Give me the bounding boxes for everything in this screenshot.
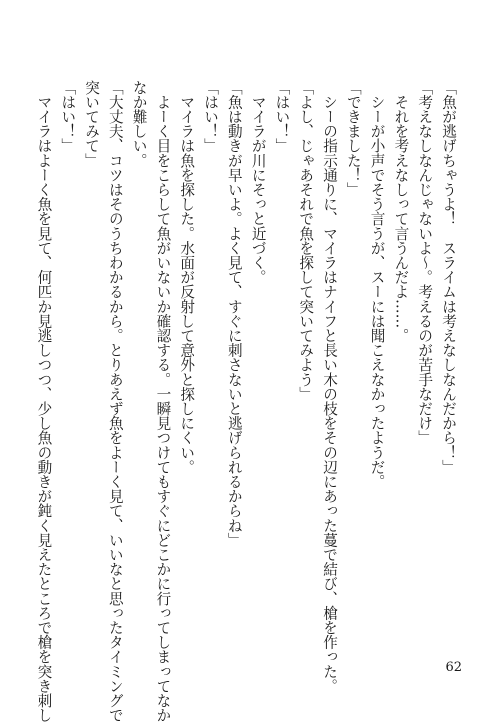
text-line: マイラが川にそっと近づく。 [249,80,267,285]
text-line: 「考えなしなんじゃないよ～。考えるのが苦手なだけ」 [416,80,434,445]
text-line: なか難しい。 [130,80,148,168]
text-line: 「魚は動きが早いよ。よく見て、すぐに刺さないと逃げられるからね」 [225,80,243,548]
text-line: それを考えなしって言うんだよ……。 [392,80,410,343]
text-line: マイラはよーく魚を見て、何匹か見逃しつつ、少し魚の動きが鈍く見えたところで槍を突き刺し [35,80,53,722]
text-line: 「できました！」 [344,80,362,197]
text-line: シーが小声でそう言うが、スーには聞こえなかったようだ。 [368,80,386,489]
text-line: 「魚が逃げちゃうよ！ スライムは考えなしなんだから！」 [440,80,457,475]
text-line: よーく目をこらして魚がいないか確認する。一瞬見つけてもすぐにどこかに行ってしまってなか [154,80,172,722]
text-line: シーの指示通りに、マイラはナイフと長い木の枝をその辺にあった蔓で結び、槍を作った。 [321,80,339,694]
page-number: 62 [445,660,462,675]
text-line: 「はい！」 [59,80,77,153]
text-line: 「よし、じゃあそれで魚を探して突いてみよう」 [297,80,315,402]
text-line: 「はい！」 [202,80,220,153]
text-line: 「大丈夫、コツはそのうちわかるから。とりあえず魚をよーく見て、いいなと思ったタイミングで [106,80,124,722]
text-line: マイラは魚を探した。水面が反射して意外と探しにくい。 [178,80,196,475]
text-line: 突いてみて」 [83,80,101,168]
text-line: 「はい！」 [273,80,291,153]
